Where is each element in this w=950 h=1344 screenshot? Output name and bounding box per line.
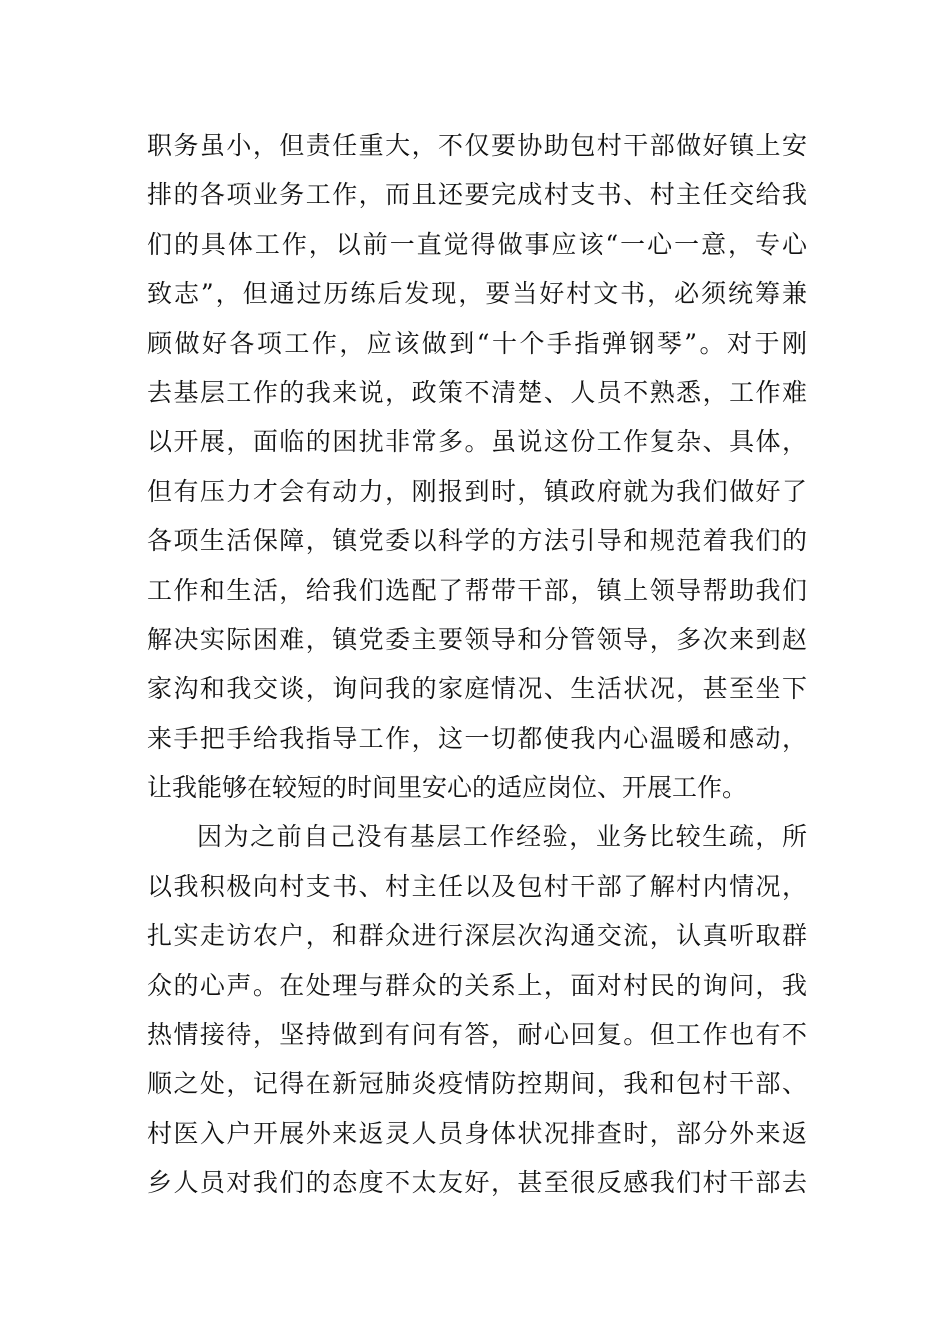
text-line: 因为之前自己没有基层工作经验，业务比较生疏，所 <box>197 822 807 852</box>
text-line: 去基层工作的我来说，政策不清楚、人员不熟悉，工作难 <box>147 377 807 407</box>
text-line: 解决实际困难，镇党委主要领导和分管领导，多次来到赵 <box>147 624 807 654</box>
text-line: 众的心声。在处理与群众的关系上，面对村民的询问，我 <box>147 970 807 1000</box>
text-line: 顺之处，记得在新冠肺炎疫情防控期间，我和包村干部、 <box>147 1069 807 1099</box>
text-line: 村医入户开展外来返灵人员身体状况排查时，部分外来返 <box>147 1118 807 1148</box>
document-body <box>147 121 807 1208</box>
text-line: 以开展，面临的困扰非常多。虽说这份工作复杂、具体， <box>147 427 807 457</box>
text-line: 乡人员对我们的态度不太友好，甚至很反感我们村干部去 <box>147 1168 807 1198</box>
text-line: 致志”，但通过历练后发现，要当好村文书，必须统筹兼 <box>147 279 807 309</box>
text-line: 来手把手给我指导工作，这一切都使我内心温暖和感动， <box>147 723 807 753</box>
text-line: 家沟和我交谈，询问我的家庭情况、生活状况，甚至坐下 <box>147 674 807 704</box>
text-line: 职务虽小，但责任重大，不仅要协助包村干部做好镇上安 <box>147 131 807 160</box>
text-line: 工作和生活，给我们选配了帮带干部，镇上领导帮助我们 <box>147 575 807 605</box>
paragraph-2 <box>147 812 807 1207</box>
text-line: 各项生活保障，镇党委以科学的方法引导和规范着我们的 <box>147 526 807 556</box>
text-line: 让我能够在较短的时间里安心的适应岗位、开展工作。 <box>147 773 748 803</box>
text-line: 排的各项业务工作，而且还要完成村支书、村主任交给我 <box>147 180 807 210</box>
text-line: 扎实走访农户，和群众进行深层次沟通交流，认真听取群 <box>147 921 807 951</box>
text-line: 但有压力才会有动力，刚报到时，镇政府就为我们做好了 <box>147 476 807 506</box>
text-line: 们的具体工作，以前一直觉得做事应该“一心一意，专心 <box>147 229 807 259</box>
text-line: 热情接待，坚持做到有问有答，耐心回复。但工作也有不 <box>147 1020 807 1050</box>
text-line: 以我积极向村支书、村主任以及包村干部了解村内情况， <box>147 871 807 901</box>
text-line: 顾做好各项工作，应该做到“十个手指弹钢琴”。对于刚 <box>147 328 807 358</box>
paragraph-1 <box>147 121 807 812</box>
